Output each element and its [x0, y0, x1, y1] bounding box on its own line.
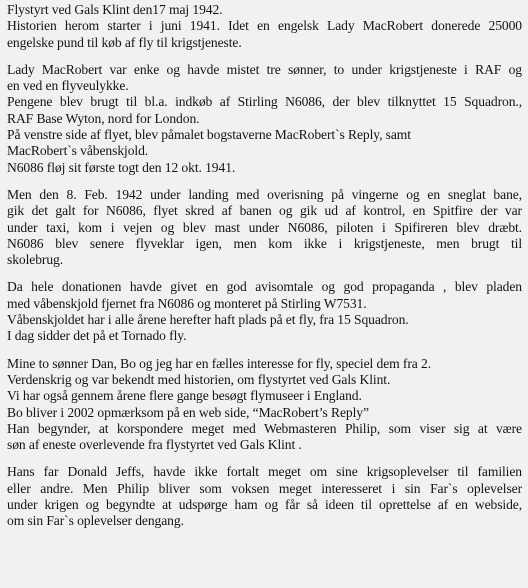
paragraph-lady-macrobert [7, 62, 522, 176]
paragraph-intro [7, 2, 522, 51]
text-line: I dag sidder det på et Tornado fly. [7, 328, 187, 344]
text-line: Historien herom starter i juni 1941. Idet en engelsk Lady MacRobert donerede 25000 [7, 18, 522, 34]
text-line: Men den 8. Feb. 1942 under landing med overisning på vingerne og en sneglat bane, [7, 186, 522, 202]
text-line: engelske pund til køb af fly til krigstjeneste. [7, 34, 242, 50]
document-title: Flystyrt ved Gals Klint den17 maj 1942. [7, 2, 223, 17]
paragraph-donald-jeffs [7, 464, 522, 529]
paragraph-sons [7, 356, 522, 454]
text-line: søn af eneste overlevende fra flystyrtet ved Gals Klint . [7, 437, 302, 453]
text-line: under krigen og begyndte at udspørge ham og får så ideen til oprettelse af en webside, [7, 497, 522, 513]
text-line: Pengene blev brugt til bl.a. indkøb af Stirling N6086, der blev tilknyttet 15 Squadron., [7, 94, 522, 110]
text-line: På venstre side af flyet, blev påmalet bogstaverne MacRobert`s Reply, samt [7, 127, 411, 143]
text-line: Hans far Donald Jeffs, havde ikke fortalt meget om sine krigsoplevelser til familien [7, 464, 522, 480]
text-line: under taxi, kom i vejen og blev mast under N6086, piloten i Spifireren blev dræbt. [7, 219, 522, 235]
text-line: RAF Base Wyton, nord for London. [7, 110, 200, 126]
text-line: Lady MacRobert var enke og havde mistet tre sønner, to under krigstjeneste i RAF og [7, 61, 522, 77]
text-line: gik det galt for N6086, flyet skred af banen og gik ud af kontrol, en Spitfire der var [7, 203, 522, 219]
text-line: MacRobert`s våbenskjold. [7, 143, 149, 159]
text-line: med våbenskjold fjernet fra N6086 og monteret på Stirling W7531. [7, 295, 367, 311]
text-line: Vi har også gennem årene flere gange besøgt flymuseer i England. [7, 388, 362, 404]
text-line: eller andre. Men Philip bliver som voksen meget interesseret i sin Far`s oplevelser [7, 480, 522, 496]
text-line: N6086 blev senere flyveklar igen, men kom ikke i krigstjeneste, men brugt til [7, 235, 522, 251]
text-line: N6086 fløj sit første togt den 12 okt. 1941. [7, 159, 236, 175]
text-line: Våbenskjoldet har i alle årene herefter haft plads på et fly, fra 15 Squadron. [7, 312, 409, 328]
text-line: Verdenskrig og var bekendt med historien, om flystyrtet ved Gals Klint. [7, 371, 391, 387]
text-line: Da hele donationen havde givet en god avisomtale og god propaganda , blev pladen [7, 279, 522, 295]
text-line: en ved en flyveulykke. [7, 78, 129, 94]
paragraph-crash-landing [7, 187, 522, 268]
paragraph-coat-of-arms [7, 279, 522, 344]
text-line: om sin Far`s oplevelser dengang. [7, 513, 184, 529]
text-line: skolebrug. [7, 252, 64, 268]
text-line: Mine to sønner Dan, Bo og jeg har en fælles interesse for fly, speciel dem fra 2. [7, 355, 432, 371]
text-line: Han begynder, at korspondere meget med Webmasteren Philip, som viser sig at være [7, 420, 522, 436]
text-line: Bo bliver i 2002 opmærksom på en web side, “MacRobert’s Reply” [7, 404, 369, 420]
